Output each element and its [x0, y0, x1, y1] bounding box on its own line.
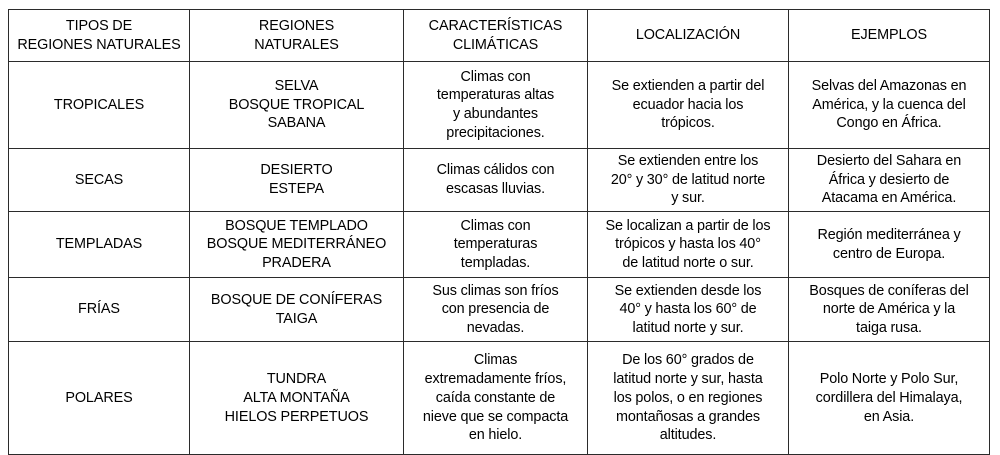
cell-examples [789, 62, 990, 149]
cell-location [588, 342, 789, 455]
text-line: ecuador hacia los [632, 96, 744, 113]
text-line: templadas. [460, 255, 531, 272]
cell-type: POLARES [9, 342, 190, 455]
text-line: De los 60° grados de [622, 352, 754, 369]
text-line: Se localizan a partir de los [605, 217, 771, 234]
column-header-caracteristicas-climaticas [404, 10, 588, 62]
table-header [9, 10, 990, 62]
cell-type: TROPICALES [9, 62, 190, 149]
text-line: nieve que se compacta [422, 408, 569, 425]
text-line: latitud norte y sur, hasta [613, 371, 763, 388]
cell-climate [404, 342, 588, 455]
text-line: altitudes. [659, 427, 717, 444]
cell-regions [190, 342, 404, 455]
table-row [9, 342, 990, 455]
text-line: Polo Norte y Polo Sur, [819, 371, 959, 388]
text-line: Se extienden entre los [617, 153, 759, 169]
text-line: Sus climas son fríos [432, 282, 559, 299]
text-line: TAIGA [275, 310, 318, 327]
text-line: en hielo. [468, 427, 523, 444]
text-line: REGIONES [258, 17, 335, 34]
text-line: Atacama en América. [821, 190, 957, 207]
text-line: 20° y 30° de latitud norte [610, 171, 766, 188]
text-line: BOSQUE DE CONÍFERAS [210, 291, 383, 308]
text-line: NATURALES [254, 36, 339, 53]
text-line: REGIONES NATURALES [17, 36, 181, 53]
text-line: en Asia. [863, 408, 915, 425]
text-line: TUNDRA [266, 371, 327, 388]
cell-type: SECAS [9, 149, 190, 212]
table-header-row [9, 10, 990, 62]
table-row [9, 212, 990, 278]
text-line: nevadas. [466, 320, 525, 337]
text-line: de latitud norte o sur. [622, 255, 754, 272]
text-line: temperaturas [453, 236, 538, 253]
text-line: cordillera del Himalaya, [815, 389, 963, 406]
cell-regions [190, 212, 404, 278]
cell-location [588, 278, 789, 342]
text-line: 40° y hasta los 60° de [619, 301, 757, 318]
text-line: caída constante de [435, 389, 556, 406]
text-line: LOCALIZACIÓN [635, 27, 741, 44]
text-line: extremadamente fríos, [424, 371, 567, 388]
text-line: TIPOS DE [65, 17, 133, 34]
cell-type: TEMPLADAS [9, 212, 190, 278]
table-body [9, 62, 990, 455]
text-line: Climas con [460, 68, 531, 85]
text-line: Climas con [460, 217, 531, 234]
text-line: SELVA [274, 77, 319, 94]
text-line: Región mediterránea y [817, 226, 961, 243]
cell-regions [190, 62, 404, 149]
cell-climate [404, 278, 588, 342]
cell-location [588, 149, 789, 212]
text-line: Climas [473, 352, 518, 369]
column-header-regiones-naturales [190, 10, 404, 62]
cell-type: FRÍAS [9, 278, 190, 342]
text-line: Congo en África. [836, 115, 942, 132]
column-header-localizacion [588, 10, 789, 62]
text-line: y sur. [671, 190, 705, 207]
cell-regions [190, 278, 404, 342]
cell-climate [404, 62, 588, 149]
text-line: Se extienden desde los [614, 282, 762, 299]
text-line: DESIERTO [260, 162, 333, 179]
text-line: PRADERA [262, 255, 331, 272]
text-line: escasas lluvias. [446, 181, 545, 198]
cell-climate [404, 149, 588, 212]
text-line: CLIMÁTICAS [452, 36, 539, 53]
text-line: ESTEPA [268, 181, 325, 198]
cell-examples [789, 212, 990, 278]
table-row [9, 62, 990, 149]
cell-examples [789, 149, 990, 212]
text-line: África y desierto de [828, 171, 950, 188]
cell-examples [789, 278, 990, 342]
text-line: montañosas a grandes [615, 408, 760, 425]
column-header-ejemplos [789, 10, 990, 62]
cell-location [588, 212, 789, 278]
text-line: latitud norte y sur. [632, 320, 744, 337]
text-line: Se extienden a partir del [611, 77, 765, 94]
text-line: temperaturas altas [436, 87, 555, 104]
regions-table-container [8, 9, 989, 443]
text-line: los polos, o en regiones [613, 389, 763, 406]
text-line: trópicos. [661, 115, 715, 132]
text-line: ALTA MONTAÑA [243, 389, 350, 406]
text-line: centro de Europa. [832, 245, 946, 262]
cell-climate [404, 212, 588, 278]
text-line: HIELOS PERPETUOS [224, 408, 369, 425]
text-line: BOSQUE MEDITERRÁNEO [206, 236, 387, 253]
text-line: CARACTERÍSTICAS [428, 17, 563, 34]
text-line: BOSQUE TROPICAL [228, 96, 365, 113]
text-line: trópicos y hasta los 40° [615, 236, 761, 253]
natural-regions-table [8, 9, 990, 455]
text-line: precipitaciones. [446, 124, 545, 141]
text-line: BOSQUE TEMPLADO [225, 217, 368, 234]
text-line: con presencia de [441, 301, 550, 318]
text-line: Selvas del Amazonas en [811, 77, 967, 94]
text-line: Climas cálidos con [436, 162, 555, 179]
cell-location [588, 62, 789, 149]
table-row [9, 278, 990, 342]
text-line: taiga rusa. [856, 320, 922, 337]
text-line: América, y la cuenca del [812, 96, 966, 113]
text-line: EJEMPLOS [851, 27, 927, 44]
cell-examples [789, 342, 990, 455]
cell-regions [190, 149, 404, 212]
text-line: Desierto del Sahara en [816, 153, 962, 169]
text-line: norte de América y la [822, 301, 956, 318]
text-line: SABANA [267, 115, 326, 132]
text-line: y abundantes [452, 106, 538, 122]
column-header-tipos-de-regiones-naturales [9, 10, 190, 62]
table-row [9, 149, 990, 212]
text-line: Bosques de coníferas del [809, 282, 969, 299]
